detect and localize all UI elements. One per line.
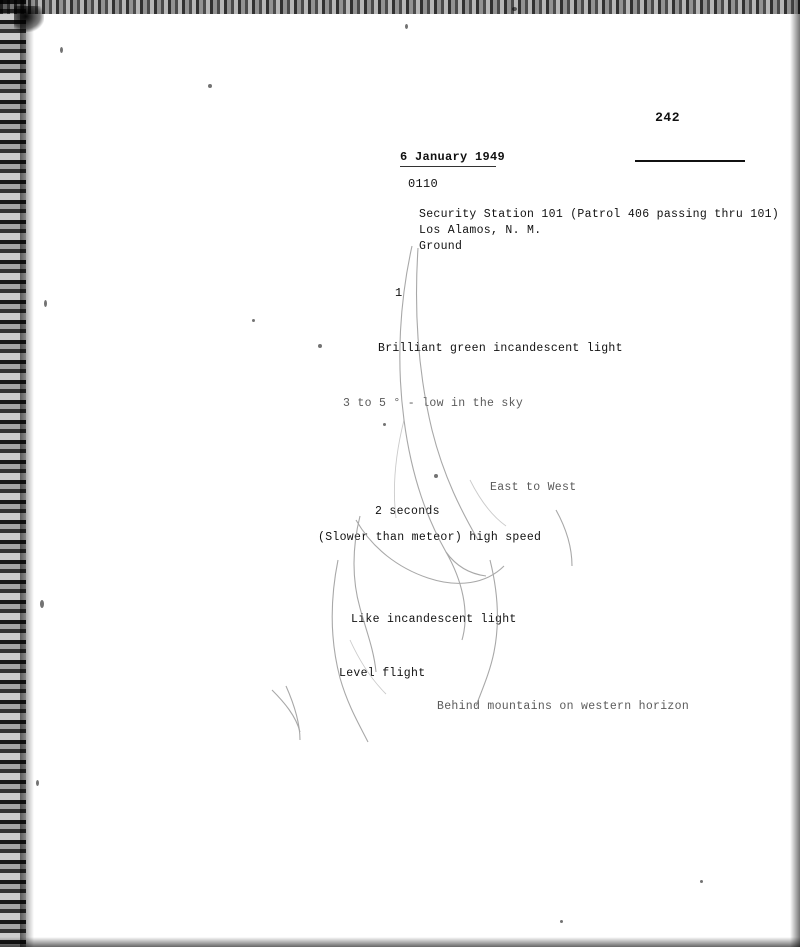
paper-speck xyxy=(700,880,703,883)
scan-edge-left-shadow xyxy=(20,0,34,947)
object-direction: East to West xyxy=(490,481,577,494)
paper-speck xyxy=(318,344,322,348)
paper-speck xyxy=(60,47,63,53)
object-flight: Level flight xyxy=(339,667,426,680)
paper-speck xyxy=(208,84,212,88)
paper-speck xyxy=(36,780,39,786)
page-number: 242 xyxy=(655,110,680,125)
paper-speck xyxy=(252,319,255,322)
object-duration: 2 seconds xyxy=(375,505,440,518)
scan-edge-top xyxy=(0,0,800,14)
report-location-line-1: Security Station 101 (Patrol 406 passing thru 101) xyxy=(419,208,780,221)
date-underline xyxy=(400,166,496,167)
paper-speck xyxy=(40,600,44,608)
object-elevation: 3 to 5 ° - low in the sky xyxy=(343,397,524,410)
report-time: 0110 xyxy=(408,177,439,191)
observer-count: 1 xyxy=(395,286,403,300)
report-location-line-2: Los Alamos, N. M. xyxy=(419,224,542,237)
header-rule xyxy=(635,160,745,162)
paper-speck xyxy=(383,423,386,426)
paper-speck xyxy=(44,300,47,307)
object-speed: (Slower than meteor) high speed xyxy=(318,531,542,544)
scan-edge-right xyxy=(790,0,800,947)
paper-speck xyxy=(405,24,408,29)
scan-edge-bottom xyxy=(0,937,800,947)
object-disappearance: Behind mountains on western horizon xyxy=(437,700,690,713)
object-description: Brilliant green incandescent light xyxy=(378,342,623,355)
paper-speck xyxy=(434,474,438,478)
scan-corner-blot xyxy=(14,6,44,32)
object-appearance: Like incandescent light xyxy=(351,613,517,626)
paper-speck xyxy=(560,920,563,923)
report-location-line-3: Ground xyxy=(419,240,463,253)
report-date: 6 January 1949 xyxy=(400,150,506,164)
